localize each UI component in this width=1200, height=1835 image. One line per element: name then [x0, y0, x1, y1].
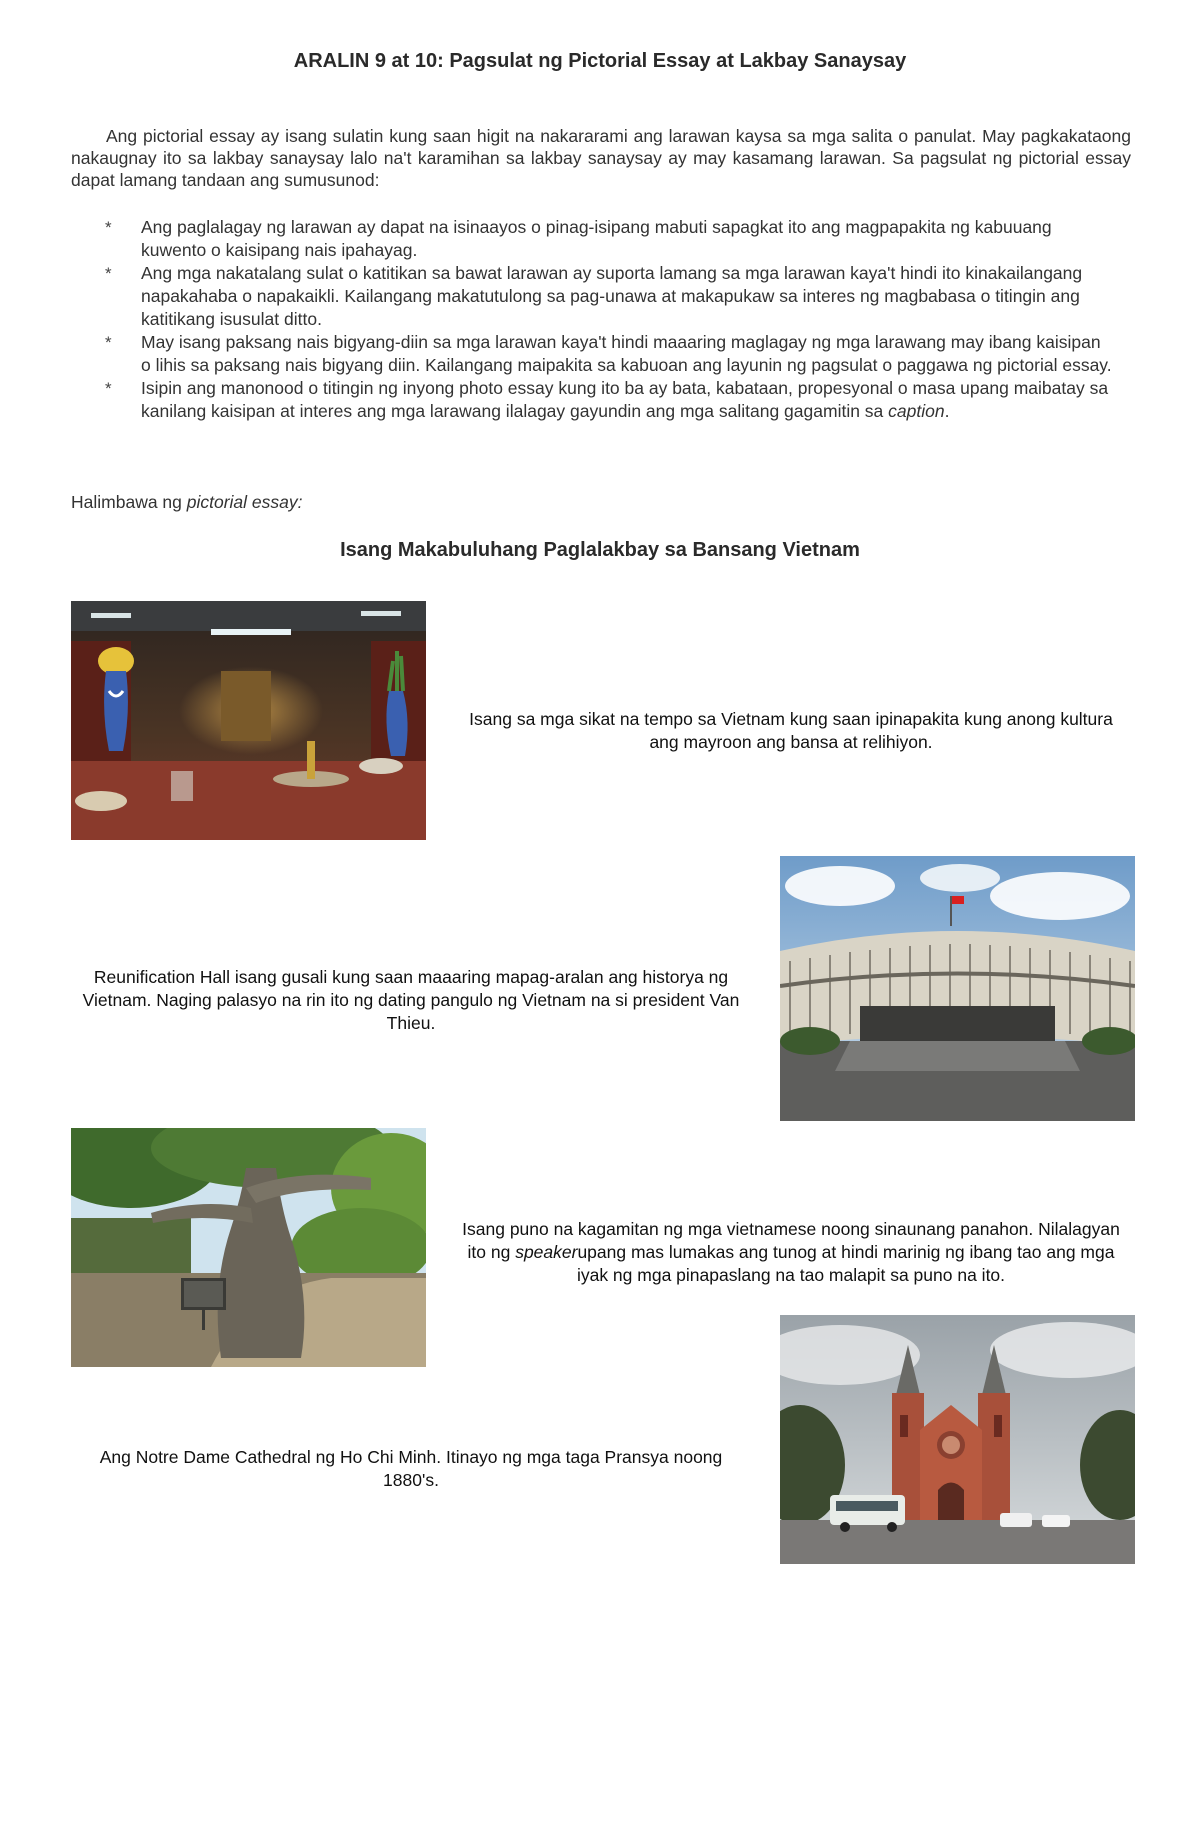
guideline-text-end: . — [944, 401, 950, 421]
example-label — [71, 492, 303, 513]
guideline-item — [105, 331, 1115, 377]
guideline-item — [105, 216, 1115, 262]
guideline-text: Isipin ang manonood o titingin ng inyong photo essay kung ito ba ay bata, kabataan, propesyonal o masa upang maibatay sa kanilang kaisipan at interes ang mga larawang ilalagay gayundin ang mga salitang gagamitin sa — [141, 378, 1109, 421]
guideline-text: Ang paglalagay ng larawan ay dapat na isinaayos o pinag-isipang mabuti sapagkat ito ang magpapakita ng kabuuang kuwento o kaisipang nais ipahayag. — [141, 217, 1052, 260]
temple-caption: Isang sa mga sikat na tempo sa Vietnam kung saan ipinapakita kung anong kultura ang mayroon ang bansa at relihiyon. — [469, 709, 1113, 752]
tree-caption — [455, 1218, 1127, 1287]
bullet-star-icon: * — [105, 264, 112, 283]
reunification-hall-photo — [780, 856, 1135, 1121]
reunification-hall-caption: Reunification Hall isang gusali kung saan maaaring mapag-aralan ang historya ng Vietnam. Naging palasyo na rin ito ng dating pangulo ng Vietnam na si president Van Thieu. — [82, 967, 740, 1033]
tree-caption-italic: speaker — [515, 1242, 578, 1262]
example-italic: pictorial essay: — [186, 492, 303, 512]
guideline-item — [105, 377, 1115, 423]
tree-caption-text: Isang puno na kagamitan ng mga vietnamese noong sinaunang panahon. Nilalagyan ito ng — [462, 1219, 1120, 1262]
intro-paragraph: Ang pictorial essay ay isang sulatin kung saan higit na nakararami ang larawan kaysa sa mga salita o panulat. May pagkakataong nakaugnay ito sa lakbay sanaysay lalo na't karamihan sa lakbay sanaysay ay may kasamang larawan. Sa pagsulat ng pictorial essay dapat lamang tandaan ang sumusunod: — [71, 126, 1131, 190]
guideline-list — [105, 216, 1115, 423]
cathedral-photo — [780, 1315, 1135, 1564]
cathedral-caption: Ang Notre Dame Cathedral ng Ho Chi Minh. Itinayo ng mga taga Pransya noong 1880's. — [99, 1447, 723, 1490]
guideline-text: Ang mga nakatalang sulat o katitikan sa bawat larawan ay suporta lamang sa mga larawan kaya't hindi ito kinakailangang napakahaba o napakaikli. Kailangang makatutulong sa pag-unawa at makapukaw sa interes ng magbabasa o titingin ang katitikang isusulat ditto. — [141, 263, 1083, 329]
essay-title: Isang Makabuluhang Paglalakbay sa Bansang Vietnam — [340, 539, 860, 561]
bullet-star-icon: * — [105, 379, 112, 398]
tree-caption-text-end: upang mas lumakas ang tunog at hindi marinig ng ibang tao ang mga iyak ng mga pinapaslang na tao malapit sa puno na ito. — [576, 1242, 1115, 1285]
example-prefix: Halimbawa ng — [71, 492, 187, 512]
bullet-star-icon: * — [105, 218, 112, 237]
bullet-star-icon: * — [105, 333, 112, 352]
guideline-text: May isang paksang nais bigyang-diin sa mga larawan kaya't hindi maaaring maglagay ng mga larawang may ibang kaisipan o lihis sa paksang nais bigyang diin. Kailangang maipakita sa kabuoan ang layunin ng pagsulat o paggawa ng pictorial essay. — [141, 332, 1112, 375]
tree-photo — [71, 1128, 426, 1367]
guideline-item — [105, 262, 1115, 331]
page-title: ARALIN 9 at 10: Pagsulat ng Pictorial Essay at Lakbay Sanaysay — [293, 50, 907, 72]
guideline-text-italic: caption — [888, 401, 945, 421]
temple-photo — [71, 601, 426, 840]
